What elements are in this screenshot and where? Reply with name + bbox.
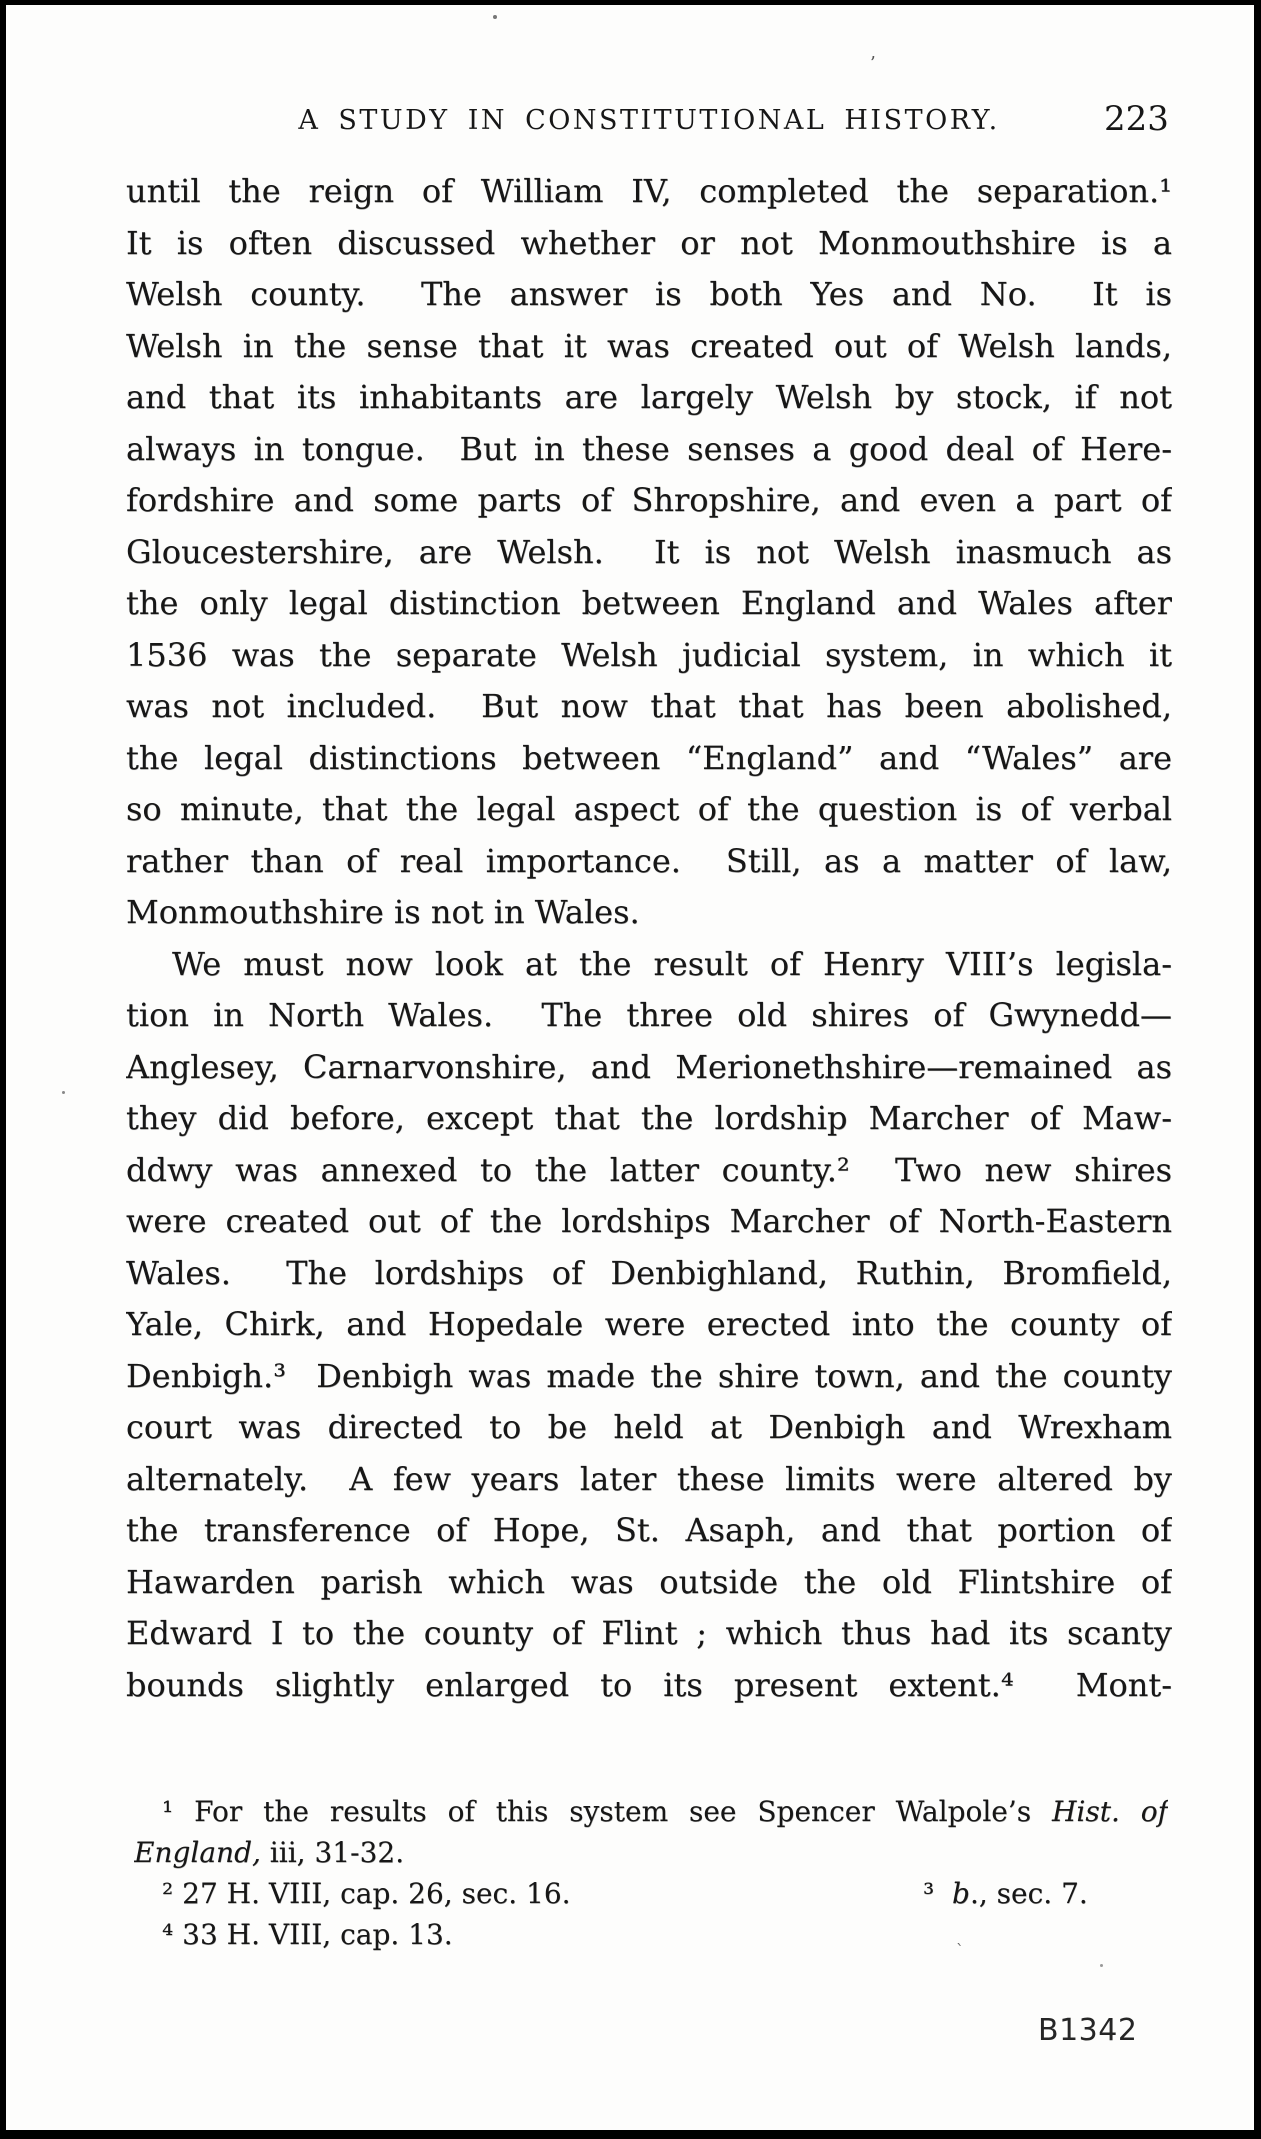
body-line: Edward I to the county of Flint ; which thus had its scanty [126,1614,1172,1652]
body-line: until the reign of William IV, completed the separation.¹ [126,172,1172,210]
body-line: the transference of Hope, St. Asaph, and that portion of [126,1511,1172,1549]
body-line: were created out of the lordships Marcher of North-Eastern [126,1202,1172,1240]
body-line: ddwy was annexed to the latter county.² Two new shires [126,1150,1172,1189]
body-line: Anglesey, Carnarvonshire, and Merionethshire—remained as [126,1047,1172,1086]
footnote-line [923,1873,1088,1914]
body-line: and that its inhabitants are largely Welsh by stock, if not [126,378,1172,416]
scan-speck: ’ [870,53,876,74]
running-header-title: A STUDY IN CONSTITUTIONAL HISTORY. [298,105,1000,136]
scan-speck [62,1091,65,1094]
footnote-segment: ., sec. 7. [969,1877,1088,1910]
footnote-line [134,1914,1168,1955]
body-line: they did before, except that the lordship Marcher of Maw- [126,1099,1172,1137]
body-line: so minute, that the legal aspect of the question is of verbal [126,790,1172,828]
body-line: always in tongue. But in these senses a good deal of Here- [126,429,1172,468]
scan-speck [1100,1964,1103,1967]
footnote-segment-italic: b [952,1877,970,1910]
body-line: Welsh county. The answer is both Yes and No. It is [126,275,1172,313]
footnote-segment: ¹ For the results of this system see Spencer Walpole’s [162,1795,1053,1828]
body-line: alternately. A few years later these limits were altered by [126,1459,1172,1498]
library-stamp: B1342 [1038,2013,1138,2048]
body-line: fordshire and some parts of Shropshire, and even a part of [126,481,1172,519]
body-line: Monmouthshire is not in Wales. [126,893,640,931]
scanned-page [6,5,1254,2130]
body-line: 1536 was the separate Welsh judicial system, in which it [126,635,1172,674]
footnote-segment: iii, 31-32. [260,1836,405,1869]
footnote-segment: ² 27 H. VIII, cap. 26, sec. 16. [162,1877,571,1910]
body-line: the only legal distinction between England and Wales after [126,584,1172,622]
body-line: tion in North Wales. The three old shires of Gwynedd— [126,996,1172,1034]
scan-speck [493,15,497,19]
body-text [126,166,1172,1711]
body-line: Hawarden parish which was outside the old Flintshire of [126,1562,1172,1601]
body-line: bounds slightly enlarged to its present extent.⁴ Mont- [126,1665,1172,1704]
body-line: Wales. The lordships of Denbighland, Ruthin, Bromfield, [126,1253,1172,1292]
page-number: 223 [1104,99,1169,139]
footnote-segment: ⁴ 33 H. VIII, cap. 13. [162,1918,453,1951]
body-line: the legal distinctions between “England” and “Wales” are [126,738,1172,777]
footnote-segment-italic: Hist. of [1052,1795,1168,1828]
footnote-line [134,1832,1168,1873]
footnote-segment: ³ [923,1877,953,1910]
body-line: Yale, Chirk, and Hopedale were erected into the county of [126,1305,1172,1343]
body-line: Welsh in the sense that it was created out of Welsh lands, [126,326,1172,365]
body-line: was not included. But now that that has been abolished, [126,687,1172,725]
body-line: Gloucestershire, are Welsh. It is not Welsh inasmuch as [126,532,1172,571]
body-line: We must now look at the result of Henry VIII’s legisla- [172,944,1172,983]
body-line: It is often discussed whether or not Monmouthshire is a [126,223,1172,262]
footnote-line [134,1791,1168,1832]
footnotes [134,1791,1168,1955]
body-line: Denbigh.³ Denbigh was made the shire town, and the county [126,1356,1172,1395]
footnote-segment-italic: England, [134,1836,261,1869]
body-line: rather than of real importance. Still, as a matter of law, [126,841,1172,880]
scan-speck: ` [956,1941,964,1960]
body-line: court was directed to be held at Denbigh and Wrexham [126,1408,1172,1446]
